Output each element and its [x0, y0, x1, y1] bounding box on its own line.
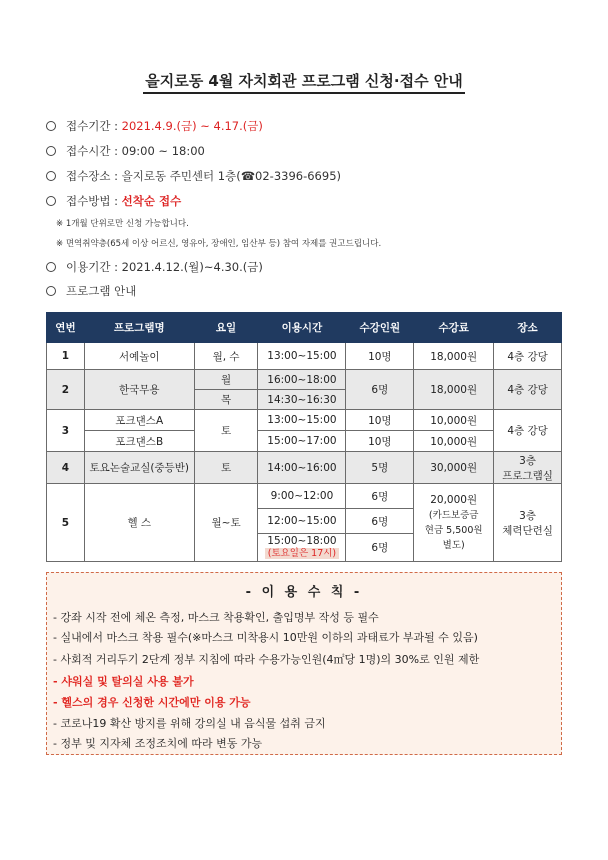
cell-place: 4층 강당 — [494, 343, 562, 370]
cell-people: 5명 — [346, 452, 414, 484]
cell-program: 한국무용 — [84, 370, 194, 410]
cell-fee: 10,000원 — [414, 410, 494, 431]
cell-program: 포크댄스B — [84, 431, 194, 452]
cell-program: 서예놀이 — [84, 343, 194, 370]
info-time: 접수시간 : 09:00 ~ 18:00 — [46, 143, 205, 159]
cell-day: 월, 수 — [194, 343, 258, 370]
cell-people: 6명 — [346, 509, 414, 534]
cell-place: 4층 강당 — [494, 410, 562, 452]
cell-time: 13:00~15:00 — [258, 343, 346, 370]
header-time: 이용시간 — [258, 313, 346, 343]
header-people: 수강인원 — [346, 313, 414, 343]
saturday-note: (토요일은 17시) — [265, 548, 339, 559]
cell-no: 1 — [47, 343, 85, 370]
cell-place: 3층 프로그램실 — [494, 452, 562, 484]
circle-bullet-icon — [46, 171, 56, 181]
info-method: 접수방법 : 선착순 접수 — [46, 193, 181, 209]
rule-item: - 정부 및 지자체 조정조치에 따라 변동 가능 — [53, 737, 263, 750]
cell-time: 16:00~18:00 — [258, 370, 346, 390]
cell-time: 15:00~18:00 (토요일은 17시) — [258, 534, 346, 562]
circle-bullet-icon — [46, 146, 56, 156]
rule-item-highlight: - 헬스의 경우 신청한 시간에만 이용 가능 — [53, 696, 251, 709]
page-title: 을지로동 4월 자치회관 프로그램 신청·접수 안내 — [0, 70, 608, 91]
circle-bullet-icon — [46, 121, 56, 131]
cell-time: 9:00~12:00 — [258, 484, 346, 509]
cell-no: 4 — [47, 452, 85, 484]
table-row — [47, 410, 562, 431]
note-monthly: ※ 1개월 단위로만 신청 가능합니다. — [56, 219, 189, 229]
table-row — [47, 370, 562, 390]
note-vulnerable: ※ 면역취약층(65세 이상 어르신, 영유아, 장애인, 임산부 등) 참여 자제를 권고드립니다. — [56, 239, 382, 249]
program-table — [46, 312, 562, 562]
cell-day: 월 — [194, 370, 258, 390]
cell-day: 토 — [194, 410, 258, 452]
info-place: 접수장소 : 을지로동 주민센터 1층(☎02-3396-6695) — [46, 168, 341, 184]
table-row — [47, 343, 562, 370]
cell-people: 6명 — [346, 370, 414, 410]
info-use-period: 이용기간 : 2021.4.12.(월)~4.30.(금) — [46, 259, 263, 275]
cell-place: 4층 강당 — [494, 370, 562, 410]
cell-time: 13:00~15:00 — [258, 410, 346, 431]
cell-fee: 20,000원 (카드보증금 현금 5,500원 별도) — [414, 484, 494, 562]
cell-time: 14:30~16:30 — [258, 390, 346, 410]
table-row — [47, 484, 562, 509]
rule-item: - 강좌 시작 전에 체온 측정, 마스크 착용확인, 출입명부 작성 등 필수 — [53, 611, 379, 624]
cell-time: 15:00~17:00 — [258, 431, 346, 452]
table-header-row — [47, 313, 562, 343]
header-no: 연번 — [47, 313, 85, 343]
table-row — [47, 452, 562, 484]
header-fee: 수강료 — [414, 313, 494, 343]
usage-rules-box — [46, 572, 562, 755]
table-row — [47, 431, 562, 452]
cell-people: 10명 — [346, 410, 414, 431]
method-value: 선착순 접수 — [121, 194, 182, 208]
cell-program: 포크댄스A — [84, 410, 194, 431]
rule-item: - 코로나19 확산 방지를 위해 강의실 내 음식물 섭취 금지 — [53, 717, 326, 730]
cell-time: 12:00~15:00 — [258, 509, 346, 534]
rule-item: - 사회적 거리두기 2단계 정부 지침에 따라 수용가능인원(4㎡당 1명)의 30%로 인원 제한 — [53, 653, 480, 666]
circle-bullet-icon — [46, 262, 56, 272]
cell-day: 목 — [194, 390, 258, 410]
cell-no: 2 — [47, 370, 85, 410]
cell-no: 5 — [47, 484, 85, 562]
circle-bullet-icon — [46, 286, 56, 296]
cell-people: 10명 — [346, 343, 414, 370]
info-program-guide: 프로그램 안내 — [46, 283, 136, 299]
cell-program: 토요논술교실(중등반) — [84, 452, 194, 484]
cell-fee: 10,000원 — [414, 431, 494, 452]
rule-item: - 실내에서 마스크 착용 필수(※마스크 미착용시 10만원 이하의 과태료가 부과될 수 있음) — [53, 631, 478, 644]
cell-people: 10명 — [346, 431, 414, 452]
rules-heading: - 이 용 수 칙 - — [245, 585, 363, 600]
cell-fee: 18,000원 — [414, 370, 494, 410]
header-program: 프로그램명 — [84, 313, 194, 343]
cell-people: 6명 — [346, 534, 414, 562]
cell-day: 토 — [194, 452, 258, 484]
cell-time: 14:00~16:00 — [258, 452, 346, 484]
period-value: 2021.4.9.(금) ~ 4.17.(금) — [121, 119, 263, 133]
cell-program: 헬 스 — [84, 484, 194, 562]
cell-place: 3층 체력단련실 — [494, 484, 562, 562]
header-day: 요일 — [194, 313, 258, 343]
header-place: 장소 — [494, 313, 562, 343]
cell-no: 3 — [47, 410, 85, 452]
cell-fee: 30,000원 — [414, 452, 494, 484]
cell-fee: 18,000원 — [414, 343, 494, 370]
circle-bullet-icon — [46, 196, 56, 206]
info-period: 접수기간 : 2021.4.9.(금) ~ 4.17.(금) — [46, 118, 263, 134]
cell-people: 6명 — [346, 484, 414, 509]
cell-day: 월~토 — [194, 484, 258, 562]
rule-item-highlight: - 샤워실 및 탈의실 사용 불가 — [53, 675, 194, 688]
